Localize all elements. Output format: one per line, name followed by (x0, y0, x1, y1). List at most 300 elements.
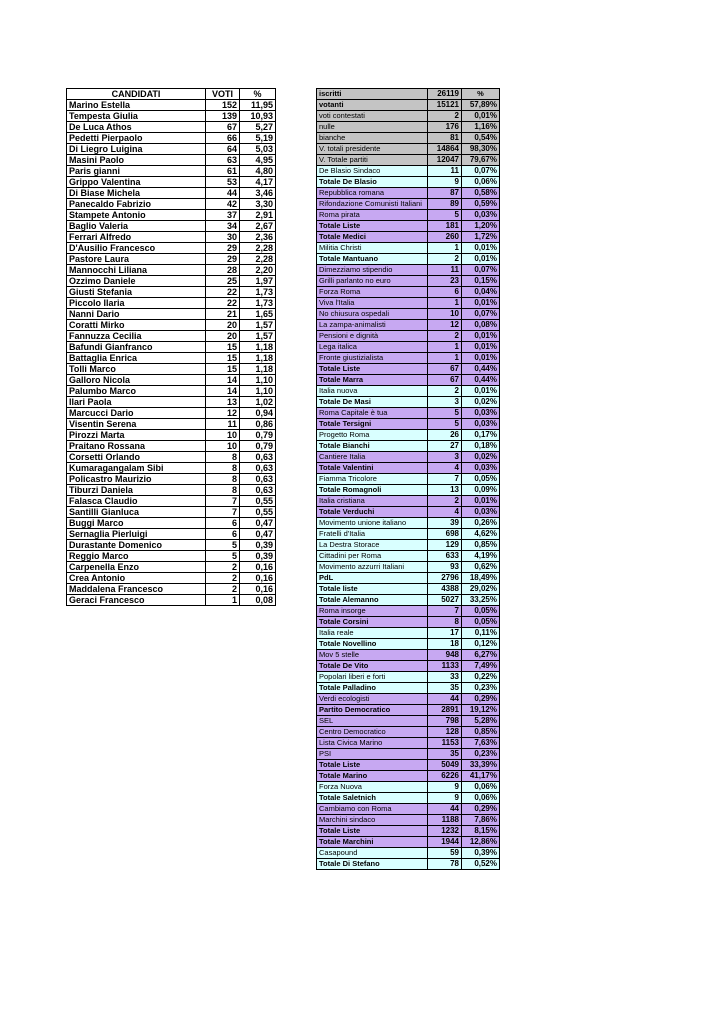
candidate-pct: 5,19 (240, 133, 276, 144)
result-row (317, 705, 500, 716)
candidate-pct: 0,63 (240, 485, 276, 496)
candidate-row (67, 551, 276, 562)
result-value: 9 (428, 177, 462, 188)
header-results-pct: % (462, 89, 500, 100)
candidate-votes: 67 (206, 122, 240, 133)
result-value: 7 (428, 606, 462, 617)
result-label: Fratelli d'Italia (317, 529, 428, 540)
result-label: Totale Tersigni (317, 419, 428, 430)
candidate-name: Panecaldo Fabrizio (67, 199, 206, 210)
result-row (317, 650, 500, 661)
candidate-row (67, 100, 276, 111)
candidate-name: Ozzimo Daniele (67, 276, 206, 287)
candidate-row (67, 463, 276, 474)
candidate-pct: 11,95 (240, 100, 276, 111)
result-pct: 0,44% (462, 364, 500, 375)
result-row (317, 617, 500, 628)
result-value: 1 (428, 342, 462, 353)
result-pct: 0,18% (462, 441, 500, 452)
result-value: 78 (428, 859, 462, 870)
result-label: voti contestati (317, 111, 428, 122)
result-pct: 4,62% (462, 529, 500, 540)
result-label: No chiusura ospedali (317, 309, 428, 320)
result-pct: 0,01% (462, 496, 500, 507)
candidate-pct: 1,02 (240, 397, 276, 408)
candidate-votes: 15 (206, 342, 240, 353)
candidate-votes: 61 (206, 166, 240, 177)
result-row (317, 364, 500, 375)
candidate-votes: 28 (206, 265, 240, 276)
candidate-pct: 1,18 (240, 342, 276, 353)
candidate-row (67, 133, 276, 144)
result-label: Lista Civica Marino (317, 738, 428, 749)
result-label: Totale Mantuano (317, 254, 428, 265)
candidate-row (67, 397, 276, 408)
result-pct: 0,07% (462, 166, 500, 177)
candidate-pct: 0,47 (240, 529, 276, 540)
result-row (317, 122, 500, 133)
result-row (317, 265, 500, 276)
result-row (317, 573, 500, 584)
candidate-name: Di Liegro Luigina (67, 144, 206, 155)
result-label: Cittadini per Roma (317, 551, 428, 562)
candidate-name: Visentin Serena (67, 419, 206, 430)
result-row (317, 859, 500, 870)
result-value: 67 (428, 375, 462, 386)
candidate-pct: 0,63 (240, 452, 276, 463)
result-value: 44 (428, 694, 462, 705)
result-pct: 0,01% (462, 243, 500, 254)
candidate-name: Pedetti Pierpaolo (67, 133, 206, 144)
result-value: 6226 (428, 771, 462, 782)
result-label: votanti (317, 100, 428, 111)
result-pct: 0,01% (462, 254, 500, 265)
candidate-name: Giusti Stefania (67, 287, 206, 298)
candidate-row (67, 199, 276, 210)
result-label: De Blasio Sindaco (317, 166, 428, 177)
candidate-pct: 0,79 (240, 430, 276, 441)
candidate-name: Piccolo Ilaria (67, 298, 206, 309)
result-row (317, 485, 500, 496)
result-label: Grilli parlanto no euro (317, 276, 428, 287)
result-pct: 12,86% (462, 837, 500, 848)
candidate-name: D'Ausilio Francesco (67, 243, 206, 254)
result-label: Militia Christi (317, 243, 428, 254)
result-row (317, 606, 500, 617)
result-row (317, 100, 500, 111)
candidate-votes: 22 (206, 298, 240, 309)
result-pct: 0,58% (462, 188, 500, 199)
result-pct: 0,52% (462, 859, 500, 870)
candidate-row (67, 177, 276, 188)
result-label: Dimezziamo stipendio (317, 265, 428, 276)
result-value: 2 (428, 254, 462, 265)
result-value: 1 (428, 243, 462, 254)
candidate-pct: 4,17 (240, 177, 276, 188)
candidate-row (67, 155, 276, 166)
result-row (317, 793, 500, 804)
result-row (317, 661, 500, 672)
result-value: 9 (428, 793, 462, 804)
result-label: La zampa-animalisti (317, 320, 428, 331)
result-value: 35 (428, 683, 462, 694)
candidate-name: Nanni Dario (67, 309, 206, 320)
result-value: 17 (428, 628, 462, 639)
result-pct: 0,06% (462, 177, 500, 188)
result-label: Fiamma Tricolore (317, 474, 428, 485)
candidate-votes: 1 (206, 595, 240, 606)
result-value: 1232 (428, 826, 462, 837)
result-row (317, 628, 500, 639)
result-row (317, 716, 500, 727)
result-row (317, 518, 500, 529)
candidate-pct: 1,10 (240, 375, 276, 386)
result-pct: 0,62% (462, 562, 500, 573)
candidate-pct: 2,28 (240, 254, 276, 265)
result-value: 5 (428, 408, 462, 419)
candidate-votes: 12 (206, 408, 240, 419)
result-label: Movimento azzurri Italiani (317, 562, 428, 573)
candidate-votes: 8 (206, 474, 240, 485)
candidate-pct: 1,73 (240, 287, 276, 298)
result-label: Totale Liste (317, 364, 428, 375)
candidate-votes: 25 (206, 276, 240, 287)
result-pct: 0,39% (462, 848, 500, 859)
candidate-name: Reggio Marco (67, 551, 206, 562)
candidate-row (67, 298, 276, 309)
result-label: Casapound (317, 848, 428, 859)
result-row (317, 474, 500, 485)
candidate-votes: 37 (206, 210, 240, 221)
result-row (317, 254, 500, 265)
result-pct: 0,15% (462, 276, 500, 287)
candidate-row (67, 507, 276, 518)
candidate-name: Corsetti Orlando (67, 452, 206, 463)
result-pct: 0,01% (462, 353, 500, 364)
result-value: 35 (428, 749, 462, 760)
result-label: Movimento unione italiano (317, 518, 428, 529)
candidate-votes: 13 (206, 397, 240, 408)
result-value: 59 (428, 848, 462, 859)
candidate-pct: 4,80 (240, 166, 276, 177)
result-pct: 0,05% (462, 606, 500, 617)
result-value: 948 (428, 650, 462, 661)
candidate-row (67, 496, 276, 507)
result-value: 39 (428, 518, 462, 529)
result-label: PSI (317, 749, 428, 760)
candidate-pct: 4,95 (240, 155, 276, 166)
candidate-pct: 1,73 (240, 298, 276, 309)
result-row (317, 133, 500, 144)
candidate-votes: 152 (206, 100, 240, 111)
candidate-pct: 1,18 (240, 353, 276, 364)
candidate-name: Kumaragangalam Sibi (67, 463, 206, 474)
candidate-row (67, 265, 276, 276)
result-value: 5049 (428, 760, 462, 771)
result-row (317, 232, 500, 243)
result-label: Totale Verduchi (317, 507, 428, 518)
result-pct: 0,02% (462, 452, 500, 463)
result-label: Totale Corsini (317, 617, 428, 628)
result-label: Totale Marino (317, 771, 428, 782)
result-row (317, 782, 500, 793)
result-row (317, 639, 500, 650)
result-value: 5 (428, 419, 462, 430)
result-label: Totale De Vito (317, 661, 428, 672)
result-pct: 7,86% (462, 815, 500, 826)
result-row (317, 727, 500, 738)
result-pct: 1,72% (462, 232, 500, 243)
result-row (317, 298, 500, 309)
result-pct: 0,01% (462, 342, 500, 353)
result-label: Totale Liste (317, 826, 428, 837)
candidate-name: De Luca Athos (67, 122, 206, 133)
result-row (317, 562, 500, 573)
result-label: Totale Romagnoli (317, 485, 428, 496)
result-value: 633 (428, 551, 462, 562)
result-pct: 0,03% (462, 408, 500, 419)
candidate-votes: 2 (206, 562, 240, 573)
candidate-row (67, 353, 276, 364)
candidate-pct: 1,18 (240, 364, 276, 375)
candidate-votes: 66 (206, 133, 240, 144)
results-header-row (317, 89, 500, 100)
result-pct: 0,29% (462, 804, 500, 815)
result-row (317, 551, 500, 562)
result-row (317, 463, 500, 474)
candidate-name: Maddalena Francesco (67, 584, 206, 595)
result-label: Roma pirata (317, 210, 428, 221)
candidate-votes: 20 (206, 331, 240, 342)
candidate-row (67, 518, 276, 529)
candidate-row (67, 386, 276, 397)
result-value: 14864 (428, 144, 462, 155)
result-pct: 57,89% (462, 100, 500, 111)
result-value: 11 (428, 265, 462, 276)
result-pct: 0,01% (462, 331, 500, 342)
result-label: Progetto Roma (317, 430, 428, 441)
result-row (317, 177, 500, 188)
candidate-votes: 139 (206, 111, 240, 122)
result-row (317, 595, 500, 606)
result-label: Italia reale (317, 628, 428, 639)
result-label: SEL (317, 716, 428, 727)
candidate-votes: 8 (206, 452, 240, 463)
result-value: 4 (428, 463, 462, 474)
result-value: 1133 (428, 661, 462, 672)
result-row (317, 672, 500, 683)
result-label: Totale Valentini (317, 463, 428, 474)
candidate-name: Sernaglia Pierluigi (67, 529, 206, 540)
results-table (316, 88, 500, 870)
candidate-votes: 8 (206, 485, 240, 496)
candidate-row (67, 320, 276, 331)
candidate-pct: 2,91 (240, 210, 276, 221)
candidate-row (67, 364, 276, 375)
result-row (317, 529, 500, 540)
result-pct: 0,26% (462, 518, 500, 529)
candidate-votes: 15 (206, 353, 240, 364)
result-value: 33 (428, 672, 462, 683)
result-row (317, 353, 500, 364)
result-pct: 0,54% (462, 133, 500, 144)
result-label: Cambiamo con Roma (317, 804, 428, 815)
candidate-pct: 0,16 (240, 584, 276, 595)
result-pct: 0,85% (462, 727, 500, 738)
result-pct: 0,01% (462, 386, 500, 397)
result-value: 7 (428, 474, 462, 485)
result-value: 2 (428, 386, 462, 397)
result-value: 4 (428, 507, 462, 518)
result-label: Totale Di Stefano (317, 859, 428, 870)
result-value: 10 (428, 309, 462, 320)
result-value: 2796 (428, 573, 462, 584)
candidate-name: Geraci Francesco (67, 595, 206, 606)
result-value: 2891 (428, 705, 462, 716)
result-row (317, 507, 500, 518)
candidate-name: Santilli Gianluca (67, 507, 206, 518)
result-value: 12 (428, 320, 462, 331)
result-pct: 33,39% (462, 760, 500, 771)
result-label: Roma Capitale è tua (317, 408, 428, 419)
candidate-name: Marcucci Dario (67, 408, 206, 419)
result-label: Totale Medici (317, 232, 428, 243)
result-row (317, 441, 500, 452)
result-label: Forza Nuova (317, 782, 428, 793)
candidate-votes: 14 (206, 386, 240, 397)
result-value: 2 (428, 496, 462, 507)
candidate-row (67, 584, 276, 595)
candidate-name: Praitano Rossana (67, 441, 206, 452)
result-label: Roma insorge (317, 606, 428, 617)
result-pct: 0,22% (462, 672, 500, 683)
result-row (317, 386, 500, 397)
result-label: bianche (317, 133, 428, 144)
result-value: 44 (428, 804, 462, 815)
result-row (317, 166, 500, 177)
results-body (317, 100, 500, 870)
result-row (317, 804, 500, 815)
header-registered-value: 26119 (428, 89, 462, 100)
result-value: 87 (428, 188, 462, 199)
candidate-pct: 1,57 (240, 320, 276, 331)
result-row (317, 826, 500, 837)
result-value: 23 (428, 276, 462, 287)
candidate-votes: 44 (206, 188, 240, 199)
candidate-votes: 21 (206, 309, 240, 320)
result-pct: 41,17% (462, 771, 500, 782)
result-label: Totale liste (317, 584, 428, 595)
result-pct: 0,03% (462, 210, 500, 221)
result-pct: 0,23% (462, 749, 500, 760)
result-value: 128 (428, 727, 462, 738)
candidate-votes: 2 (206, 573, 240, 584)
result-label: Totale Saletnich (317, 793, 428, 804)
candidate-row (67, 144, 276, 155)
result-value: 698 (428, 529, 462, 540)
result-value: 5 (428, 210, 462, 221)
result-row (317, 375, 500, 386)
candidate-name: Di Biase Michela (67, 188, 206, 199)
result-value: 93 (428, 562, 462, 573)
result-pct: 0,04% (462, 287, 500, 298)
result-row (317, 155, 500, 166)
candidate-row (67, 441, 276, 452)
candidate-pct: 0,63 (240, 474, 276, 485)
candidate-row (67, 331, 276, 342)
result-row (317, 496, 500, 507)
result-label: Cantiere Italia (317, 452, 428, 463)
result-row (317, 815, 500, 826)
candidate-name: Stampete Antonio (67, 210, 206, 221)
result-label: Totale De Blasio (317, 177, 428, 188)
candidate-row (67, 342, 276, 353)
candidate-votes: 53 (206, 177, 240, 188)
result-value: 260 (428, 232, 462, 243)
result-pct: 0,01% (462, 111, 500, 122)
result-label: Partito Democratico (317, 705, 428, 716)
result-pct: 0,09% (462, 485, 500, 496)
result-row (317, 749, 500, 760)
candidate-votes: 42 (206, 199, 240, 210)
candidate-pct: 0,39 (240, 540, 276, 551)
candidate-row (67, 166, 276, 177)
result-label: Totale Marra (317, 375, 428, 386)
result-row (317, 584, 500, 595)
result-row (317, 342, 500, 353)
result-row (317, 221, 500, 232)
candidate-pct: 2,36 (240, 232, 276, 243)
result-label: Lega italica (317, 342, 428, 353)
result-pct: 0,11% (462, 628, 500, 639)
candidate-name: Grippo Valentina (67, 177, 206, 188)
result-value: 18 (428, 639, 462, 650)
result-row (317, 199, 500, 210)
result-value: 129 (428, 540, 462, 551)
result-value: 6 (428, 287, 462, 298)
result-label: nulle (317, 122, 428, 133)
candidate-name: Tiburzi Daniela (67, 485, 206, 496)
candidate-name: Palumbo Marco (67, 386, 206, 397)
candidate-name: Pirozzi Marta (67, 430, 206, 441)
result-row (317, 452, 500, 463)
candidate-row (67, 529, 276, 540)
candidate-name: Policastro Maurizio (67, 474, 206, 485)
result-pct: 98,30% (462, 144, 500, 155)
result-row (317, 408, 500, 419)
candidate-name: Paris gianni (67, 166, 206, 177)
candidate-pct: 1,97 (240, 276, 276, 287)
result-value: 3 (428, 452, 462, 463)
result-value: 9 (428, 782, 462, 793)
result-pct: 1,16% (462, 122, 500, 133)
candidate-pct: 0,39 (240, 551, 276, 562)
candidate-pct: 3,46 (240, 188, 276, 199)
result-value: 4388 (428, 584, 462, 595)
candidate-name: Ilari Paola (67, 397, 206, 408)
candidate-row (67, 419, 276, 430)
result-pct: 0,59% (462, 199, 500, 210)
candidate-row (67, 210, 276, 221)
candidate-row (67, 375, 276, 386)
result-row (317, 738, 500, 749)
result-pct: 0,23% (462, 683, 500, 694)
result-label: Viva l'Italia (317, 298, 428, 309)
result-row (317, 848, 500, 859)
result-label: PdL (317, 573, 428, 584)
header-registered: iscritti (317, 89, 428, 100)
result-value: 2 (428, 111, 462, 122)
